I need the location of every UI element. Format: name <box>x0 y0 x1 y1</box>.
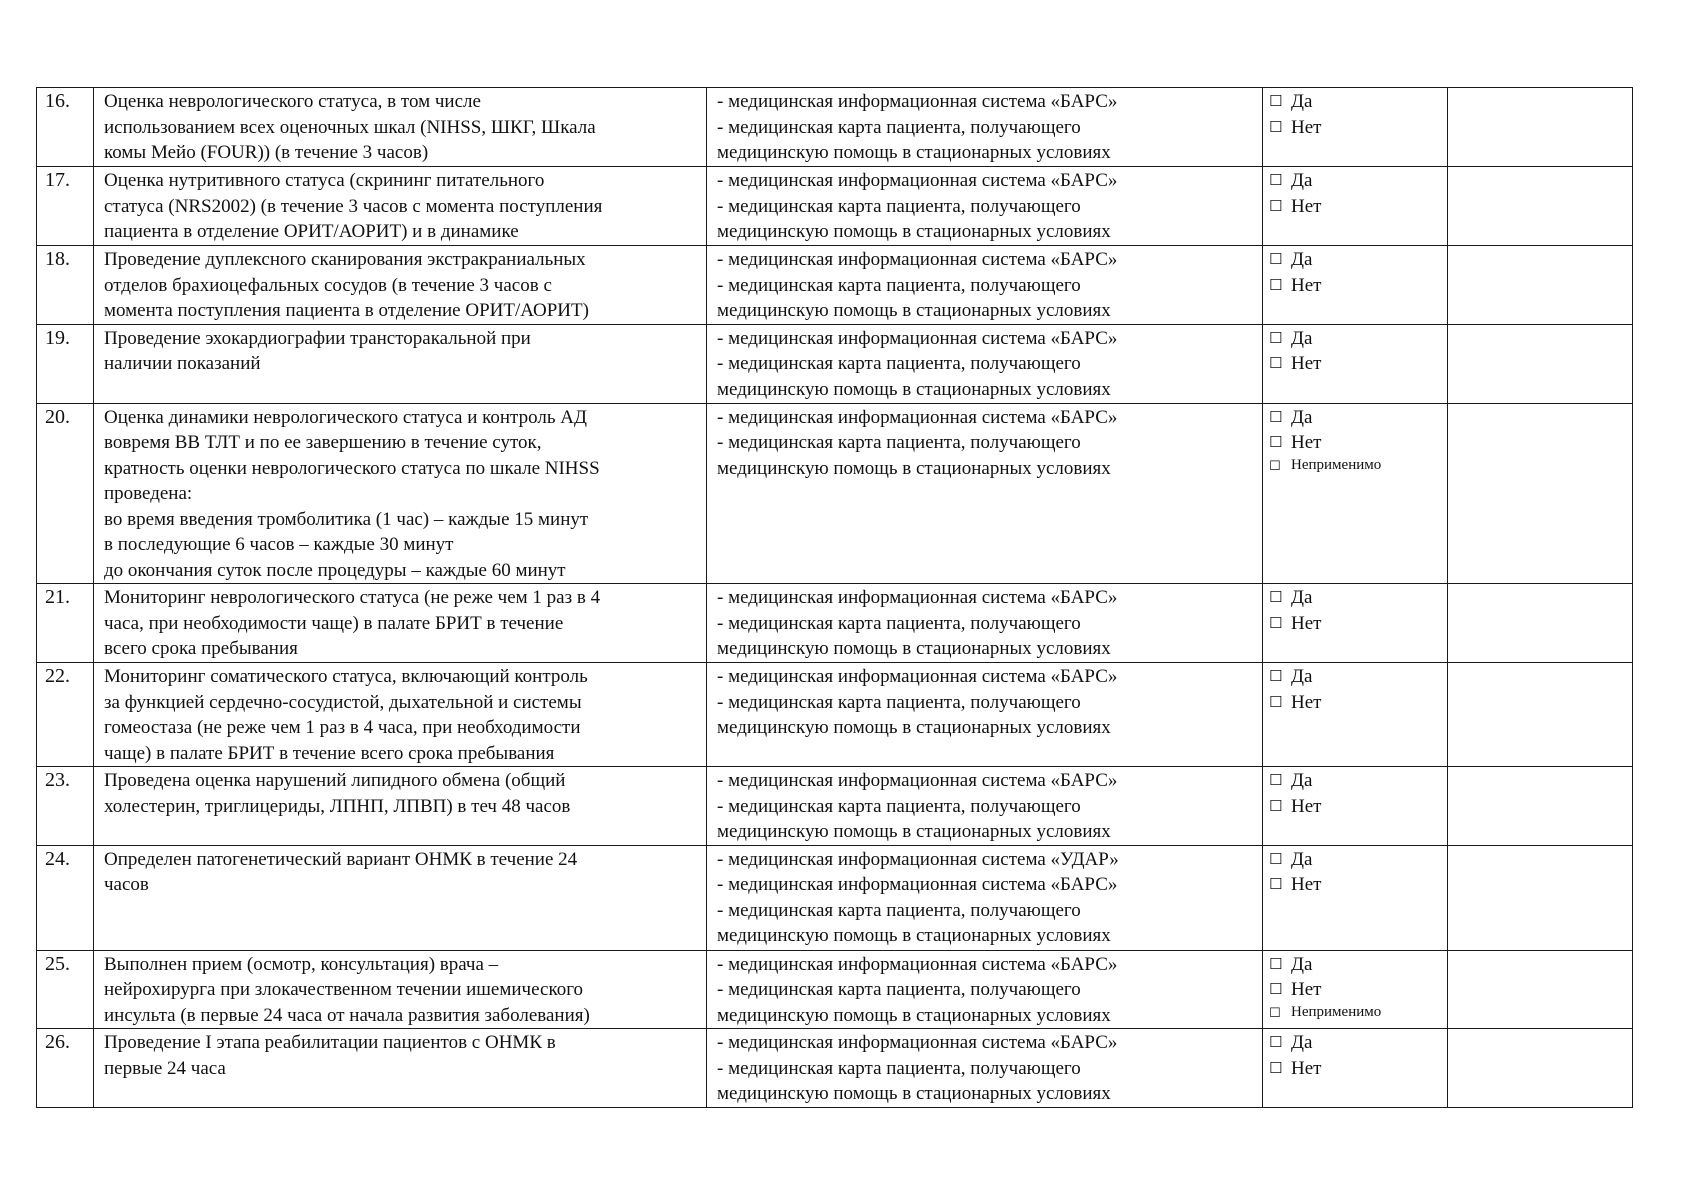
checklist-body <box>37 88 1633 1108</box>
source-line: - медицинская информационная система «БАРС» <box>717 249 1118 270</box>
row-number: 23. <box>37 767 94 846</box>
source-line: - медицинская информационная система «БАРС» <box>717 406 1118 428</box>
option-label: Нет <box>1291 795 1322 817</box>
source-line: медицинскую помощь в стационарных условиях <box>717 925 1111 946</box>
source-line: медицинскую помощь в стационарных условиях <box>717 300 1111 321</box>
criterion-line: часов <box>104 874 149 895</box>
option-yes[interactable] <box>1269 585 1447 611</box>
option-yes[interactable] <box>1269 247 1447 273</box>
option-no[interactable] <box>1269 351 1447 377</box>
row-number: 21. <box>37 584 94 663</box>
criterion-line: кратность оценки неврологического статуса по шкале NIHSS <box>104 457 600 479</box>
source-line: - медицинская информационная система «БАРС» <box>717 874 1118 895</box>
source-line: - медицинская информационная система «БАРС» <box>717 1032 1118 1053</box>
source-cell <box>707 767 1263 846</box>
checkbox-icon[interactable]: ☐ <box>1269 980 1283 999</box>
option-yes[interactable] <box>1269 89 1447 115</box>
option-label: Да <box>1291 249 1313 270</box>
option-label: Да <box>1291 587 1313 608</box>
checkbox-icon[interactable]: ☐ <box>1269 458 1281 474</box>
option-label: Да <box>1291 327 1313 349</box>
checkbox-icon[interactable]: ☐ <box>1269 796 1283 815</box>
notes-cell[interactable] <box>1448 663 1633 767</box>
criterion-line: использованием всех оценочных шкал (NIHSS, ШКГ, Шкала <box>104 116 596 138</box>
option-label: Да <box>1291 170 1313 191</box>
checkbox-icon[interactable]: ☐ <box>1269 250 1283 269</box>
source-cell <box>707 403 1263 584</box>
answer-cell <box>1263 324 1448 403</box>
criterion-cell <box>94 403 707 584</box>
criterion-line: Мониторинг соматического статуса, включающий контроль <box>104 666 588 687</box>
criterion-cell <box>94 767 707 846</box>
row-number: 20. <box>37 403 94 584</box>
criterion-line: момента поступления пациента в отделение ОРИТ/АОРИТ) <box>104 300 589 321</box>
option-no[interactable] <box>1269 872 1447 898</box>
criterion-line: всего срока пребывания <box>104 638 298 659</box>
source-cell <box>707 950 1263 1029</box>
answer-cell <box>1263 403 1448 584</box>
checkbox-icon[interactable]: ☐ <box>1269 1005 1281 1021</box>
checkbox-icon[interactable]: ☐ <box>1269 588 1283 607</box>
criterion-line: Проведена оценка нарушений липидного обмена (общий <box>104 770 566 791</box>
option-yes[interactable] <box>1269 326 1447 352</box>
source-cell <box>707 324 1263 403</box>
option-yes[interactable] <box>1269 952 1447 978</box>
option-no[interactable] <box>1269 977 1447 1003</box>
source-line: - медицинская информационная система «БАРС» <box>717 770 1118 791</box>
criterion-line: Мониторинг неврологического статуса (не реже чем 1 раз в 4 <box>104 587 601 608</box>
row-number: 25. <box>37 950 94 1029</box>
source-line: медицинскую помощь в стационарных условиях <box>717 142 1111 163</box>
option-label: Нет <box>1291 874 1322 895</box>
answer-cell <box>1263 767 1448 846</box>
option-label: Да <box>1291 406 1313 428</box>
criterion-line: Оценка неврологического статуса, в том числе <box>104 91 481 112</box>
option-label: Нет <box>1291 274 1322 296</box>
criterion-line: первые 24 часа <box>104 1057 226 1079</box>
source-cell <box>707 246 1263 325</box>
option-label: Нет <box>1291 432 1322 453</box>
criterion-line: Проведение дуплексного сканирования экстракраниальных <box>104 249 586 270</box>
option-label: Нет <box>1291 1057 1322 1079</box>
option-no[interactable] <box>1269 611 1447 637</box>
checkbox-icon[interactable]: ☐ <box>1269 275 1283 294</box>
checkbox-icon[interactable]: ☐ <box>1269 328 1283 347</box>
criterion-line: вовремя ВВ ТЛТ и по ее завершению в течение суток, <box>104 432 542 453</box>
criterion-cell <box>94 845 707 950</box>
row-number: 22. <box>37 663 94 767</box>
option-yes[interactable] <box>1269 768 1447 794</box>
source-cell <box>707 1029 1263 1108</box>
source-line: - медицинская карта пациента, получающего <box>717 899 1081 921</box>
criterion-cell <box>94 663 707 767</box>
criterion-line: чаще) в палате БРИТ в течение всего срока пребывания <box>104 742 555 764</box>
source-line: - медицинская информационная система «БАРС» <box>717 170 1118 191</box>
option-yes[interactable] <box>1269 168 1447 194</box>
option-label: Нет <box>1291 353 1322 374</box>
option-label: Да <box>1291 1032 1313 1053</box>
criterion-cell <box>94 88 707 167</box>
source-line: - медицинская информационная система «БАРС» <box>717 327 1118 349</box>
source-line: - медицинская карта пациента, получающего <box>717 116 1081 138</box>
notes-cell[interactable] <box>1448 88 1633 167</box>
table-row <box>37 1029 1633 1108</box>
criterion-line: Оценка нутритивного статуса (скрининг питательного <box>104 170 545 191</box>
source-line: медицинскую помощь в стационарных условиях <box>717 717 1111 738</box>
checkbox-icon[interactable]: ☐ <box>1269 1033 1283 1052</box>
checkbox-icon[interactable]: ☐ <box>1269 171 1283 190</box>
option-not-applicable[interactable] <box>1269 1003 1447 1024</box>
source-line: - медицинская карта пациента, получающего <box>717 195 1081 217</box>
table-row <box>37 584 1633 663</box>
criterion-cell <box>94 1029 707 1108</box>
table-row <box>37 88 1633 167</box>
source-line: - медицинская информационная система «БАРС» <box>717 666 1118 687</box>
source-cell <box>707 663 1263 767</box>
criterion-line: комы Мейо (FOUR)) (в течение 3 часов) <box>104 142 429 163</box>
table-row <box>37 324 1633 403</box>
source-line: - медицинская информационная система «БАРС» <box>717 953 1118 975</box>
criterion-line: за функцией сердечно-сосудистой, дыхательной и системы <box>104 691 582 713</box>
criterion-line: нейрохирурга при злокачественном течении ишемического <box>104 979 584 1000</box>
notes-cell[interactable] <box>1448 767 1633 846</box>
table-row <box>37 845 1633 950</box>
source-line: медицинскую помощь в стационарных условиях <box>717 1004 1111 1026</box>
criterion-line: отделов брахиоцефальных сосудов (в течение 3 часов с <box>104 274 552 296</box>
criterion-line: гомеостаза (не реже чем 1 раз в 4 часа, при необходимости <box>104 717 581 738</box>
source-cell <box>707 584 1263 663</box>
answer-cell <box>1263 950 1448 1029</box>
table-row <box>37 167 1633 246</box>
notes-cell[interactable] <box>1448 950 1633 1029</box>
table-row <box>37 950 1633 1029</box>
criterion-line: Проведение эхокардиографии трансторакальной при <box>104 327 531 349</box>
table-row <box>37 246 1633 325</box>
option-not-applicable[interactable] <box>1269 456 1447 477</box>
criterion-line: наличии показаний <box>104 353 261 374</box>
checklist-table <box>36 87 1633 1108</box>
notes-cell[interactable] <box>1448 246 1633 325</box>
table-row <box>37 663 1633 767</box>
source-line: - медицинская карта пациента, получающего <box>717 795 1081 817</box>
notes-cell[interactable] <box>1448 584 1633 663</box>
notes-cell[interactable] <box>1448 324 1633 403</box>
option-label: Нет <box>1291 116 1322 138</box>
table-row <box>37 403 1633 584</box>
option-label: Да <box>1291 848 1313 870</box>
option-label: Неприменимо <box>1291 457 1382 474</box>
checkbox-icon[interactable]: ☐ <box>1269 771 1283 790</box>
source-line: медицинскую помощь в стационарных условиях <box>717 378 1111 400</box>
criterion-line: проведена: <box>104 483 193 504</box>
checkbox-icon[interactable]: ☐ <box>1269 1058 1283 1077</box>
criterion-line: Оценка динамики неврологического статуса и контроль АД <box>104 406 587 428</box>
criterion-cell <box>94 950 707 1029</box>
source-line: - медицинская информационная система «БАРС» <box>717 91 1118 112</box>
criterion-line: часа, при необходимости чаще) в палате БРИТ в течение <box>104 612 564 634</box>
option-yes[interactable] <box>1269 405 1447 431</box>
source-line: - медицинская карта пациента, получающего <box>717 979 1081 1000</box>
criterion-cell <box>94 324 707 403</box>
criterion-line: в последующие 6 часов – каждые 30 минут <box>104 534 454 555</box>
criterion-line: инсульта (в первые 24 часа от начала развития заболевания) <box>104 1004 590 1026</box>
source-line: медицинскую помощь в стационарных условиях <box>717 1083 1111 1104</box>
criterion-line: Проведение I этапа реабилитации пациентов с ОНМК в <box>104 1032 556 1053</box>
option-no[interactable] <box>1269 115 1447 141</box>
option-no[interactable] <box>1269 430 1447 456</box>
checkbox-icon[interactable]: ☐ <box>1269 954 1283 973</box>
notes-cell[interactable] <box>1448 1029 1633 1108</box>
source-line: - медицинская карта пациента, получающего <box>717 353 1081 374</box>
checkbox-icon[interactable]: ☐ <box>1269 196 1283 215</box>
answer-cell <box>1263 1029 1448 1108</box>
option-no[interactable] <box>1269 794 1447 820</box>
option-no[interactable] <box>1269 194 1447 220</box>
checkbox-icon[interactable]: ☐ <box>1269 613 1283 632</box>
criterion-line: Определен патогенетический вариант ОНМК в течение 24 <box>104 848 578 870</box>
checkbox-icon[interactable]: ☐ <box>1269 849 1283 868</box>
answer-cell <box>1263 246 1448 325</box>
option-label: Нет <box>1291 979 1322 1000</box>
criterion-line: холестерин, триглицериды, ЛПНП, ЛПВП) в теч 48 часов <box>104 795 571 817</box>
notes-cell[interactable] <box>1448 167 1633 246</box>
criterion-line: до окончания суток после процедуры – каждые 60 минут <box>104 559 566 581</box>
checkbox-icon[interactable]: ☐ <box>1269 667 1283 686</box>
source-cell <box>707 845 1263 950</box>
option-label: Нет <box>1291 612 1322 634</box>
source-line: - медицинская информационная система «БАРС» <box>717 587 1118 608</box>
source-line: медицинскую помощь в стационарных условиях <box>717 821 1111 842</box>
table-row <box>37 767 1633 846</box>
row-number: 17. <box>37 167 94 246</box>
answer-cell <box>1263 584 1448 663</box>
criterion-line: во время введения тромболитика (1 час) – каждые 15 минут <box>104 508 589 530</box>
source-line: - медицинская карта пациента, получающего <box>717 274 1081 296</box>
row-number: 19. <box>37 324 94 403</box>
checkbox-icon[interactable]: ☐ <box>1269 875 1283 894</box>
criterion-line: статуса (NRS2002) (в течение 3 часов с момента поступления <box>104 195 603 217</box>
row-number: 18. <box>37 246 94 325</box>
source-cell <box>707 167 1263 246</box>
checkbox-icon[interactable]: ☐ <box>1269 354 1283 373</box>
option-label: Да <box>1291 91 1313 112</box>
option-label: Неприменимо <box>1291 1004 1382 1021</box>
checkbox-icon[interactable]: ☐ <box>1269 92 1283 111</box>
answer-cell <box>1263 88 1448 167</box>
source-line: - медицинская карта пациента, получающего <box>717 1057 1081 1079</box>
option-no[interactable] <box>1269 690 1447 716</box>
checkbox-icon[interactable]: ☐ <box>1269 692 1283 711</box>
source-line: медицинскую помощь в стационарных условиях <box>717 221 1111 242</box>
option-label: Да <box>1291 953 1313 975</box>
source-line: - медицинская карта пациента, получающего <box>717 432 1081 453</box>
option-label: Нет <box>1291 691 1322 713</box>
source-line: - медицинская информационная система «УДАР» <box>717 848 1119 870</box>
answer-cell <box>1263 167 1448 246</box>
checkbox-icon[interactable]: ☐ <box>1269 433 1283 452</box>
checkbox-icon[interactable]: ☐ <box>1269 407 1283 426</box>
criterion-cell <box>94 246 707 325</box>
criterion-line: пациента в отделение ОРИТ/АОРИТ) и в динамике <box>104 221 519 242</box>
criterion-cell <box>94 167 707 246</box>
row-number: 26. <box>37 1029 94 1108</box>
source-line: - медицинская карта пациента, получающего <box>717 691 1081 713</box>
source-line: медицинскую помощь в стационарных условиях <box>717 638 1111 659</box>
answer-cell <box>1263 663 1448 767</box>
source-cell <box>707 88 1263 167</box>
notes-cell[interactable] <box>1448 845 1633 950</box>
source-line: - медицинская карта пациента, получающего <box>717 612 1081 634</box>
option-label: Да <box>1291 666 1313 687</box>
notes-cell[interactable] <box>1448 403 1633 584</box>
criterion-line: Выполнен прием (осмотр, консультация) врача – <box>104 953 499 975</box>
row-number: 24. <box>37 845 94 950</box>
option-label: Да <box>1291 770 1313 791</box>
checkbox-icon[interactable]: ☐ <box>1269 117 1283 136</box>
criterion-cell <box>94 584 707 663</box>
option-no[interactable] <box>1269 273 1447 299</box>
option-yes[interactable] <box>1269 1030 1447 1056</box>
option-label: Нет <box>1291 195 1322 217</box>
source-line: медицинскую помощь в стационарных условиях <box>717 457 1111 479</box>
option-yes[interactable] <box>1269 847 1447 873</box>
option-no[interactable] <box>1269 1056 1447 1082</box>
answer-cell <box>1263 845 1448 950</box>
row-number: 16. <box>37 88 94 167</box>
option-yes[interactable] <box>1269 664 1447 690</box>
